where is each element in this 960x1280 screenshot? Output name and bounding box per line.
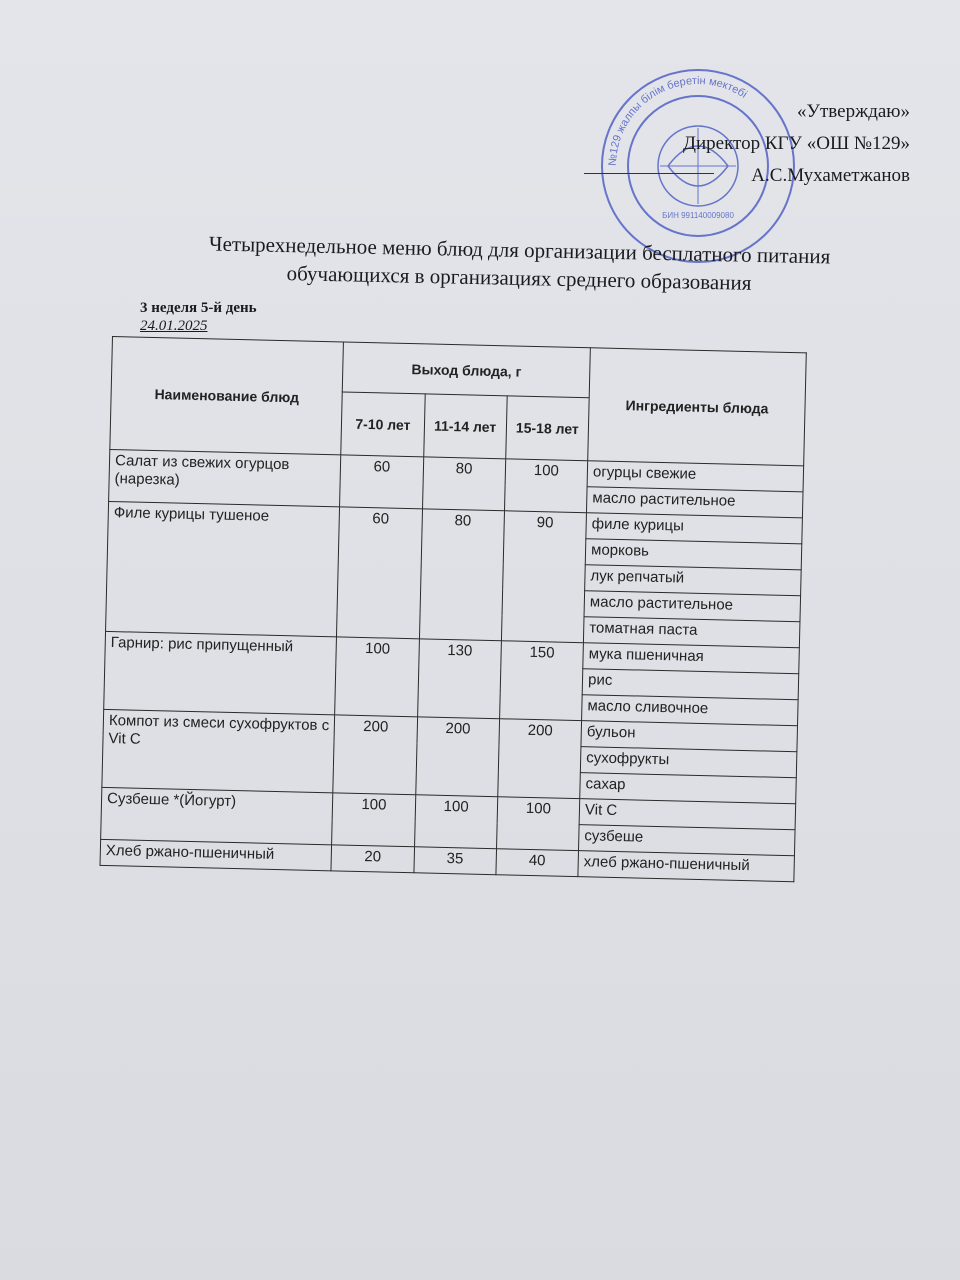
dish-yield-cell: 60 [337, 507, 422, 639]
stamp-bin-text: БИН 991140009080 [662, 211, 734, 220]
ingredient-cell: бульон [581, 721, 798, 752]
dish-yield-cell: 100 [496, 797, 579, 851]
dish-yield-cell: 100 [332, 793, 415, 847]
dish-yield-cell: 100 [414, 795, 497, 849]
dish-yield-cell: 130 [417, 639, 501, 719]
ingredient-cell: томатная паста [583, 617, 800, 648]
approval-block [560, 96, 910, 192]
ingredient-cell: масло растительное [587, 487, 804, 518]
header-age-7-10: 7-10 лет [341, 392, 425, 457]
header-age-11-14: 11-14 лет [423, 394, 507, 459]
ingredient-cell: Vit C [579, 799, 796, 830]
dish-yield-cell: 35 [413, 847, 496, 875]
ingredient-cell: морковь [585, 539, 802, 570]
menu-table-body [100, 449, 804, 881]
ingredient-cell: мука пшеничная [583, 643, 800, 674]
header-age-15-18: 15-18 лет [505, 396, 589, 461]
dish-yield-cell: 150 [499, 641, 583, 721]
title-line-2: обучающихся в организациях среднего образования [286, 261, 752, 295]
ingredient-cell: лук репчатый [585, 565, 802, 596]
document-title [139, 228, 900, 300]
approval-heading: «Утверждаю» [797, 101, 910, 122]
title-line-1: Четырехнедельное меню блюд для организации бесплатного питания [208, 231, 831, 269]
director-position: Директор КГУ «ОШ №129» [683, 133, 910, 154]
ingredient-cell: огурцы свежие [587, 461, 804, 492]
dish-name-cell: Компот из смеси сухофруктов с Vit C [102, 709, 335, 792]
dish-yield-cell: 200 [415, 717, 499, 797]
ingredient-cell: масло растительное [584, 591, 801, 622]
dish-yield-cell: 40 [496, 849, 579, 877]
dish-yield-cell: 100 [504, 459, 587, 513]
dish-name-cell: Сузбеше *(Йогурт) [101, 787, 333, 844]
header-yield: Выход блюда, г [343, 342, 591, 398]
header-ingredients: Ингредиенты блюда [588, 348, 807, 466]
dish-name-cell: Гарнир: рис припущенный [104, 631, 337, 714]
dish-yield-cell: 200 [333, 715, 417, 795]
signature-line [584, 173, 714, 174]
ingredient-cell: рис [582, 669, 799, 700]
ingredient-cell: масло сливочное [582, 695, 799, 726]
dish-yield-cell: 20 [331, 845, 414, 873]
dish-name-cell: Хлеб ржано-пшеничный [100, 839, 332, 870]
ingredient-cell: сахар [580, 773, 797, 804]
menu-date: 24.01.2025 [140, 318, 208, 334]
ingredient-cell: сухофрукты [580, 747, 797, 778]
dish-yield-cell: 60 [340, 455, 423, 509]
dish-yield-cell: 200 [498, 719, 582, 799]
dish-yield-cell: 90 [501, 511, 586, 643]
ingredient-cell: сузбеше [579, 825, 796, 856]
dish-name-cell: Салат из свежих огурцов (нарезка) [109, 449, 341, 506]
header-dish-name: Наименование блюд [110, 337, 344, 455]
dish-yield-cell: 80 [419, 509, 504, 641]
menu-table-wrapper [100, 336, 807, 882]
stamp-ring-text: №129 жалпы білім беретін мектебі [606, 74, 750, 167]
dish-yield-cell: 100 [335, 637, 419, 717]
week-day-label: 3 неделя 5-й день [140, 300, 257, 316]
dish-yield-cell: 80 [422, 457, 505, 511]
dish-name-cell: Филе курицы тушеное [106, 501, 340, 636]
menu-table [100, 336, 807, 882]
menu-subheading [140, 299, 257, 335]
ingredient-cell: хлеб ржано-пшеничный [578, 851, 795, 882]
ingredient-cell: филе курицы [586, 513, 803, 544]
director-name: А.С.Мухаметжанов [751, 165, 910, 186]
